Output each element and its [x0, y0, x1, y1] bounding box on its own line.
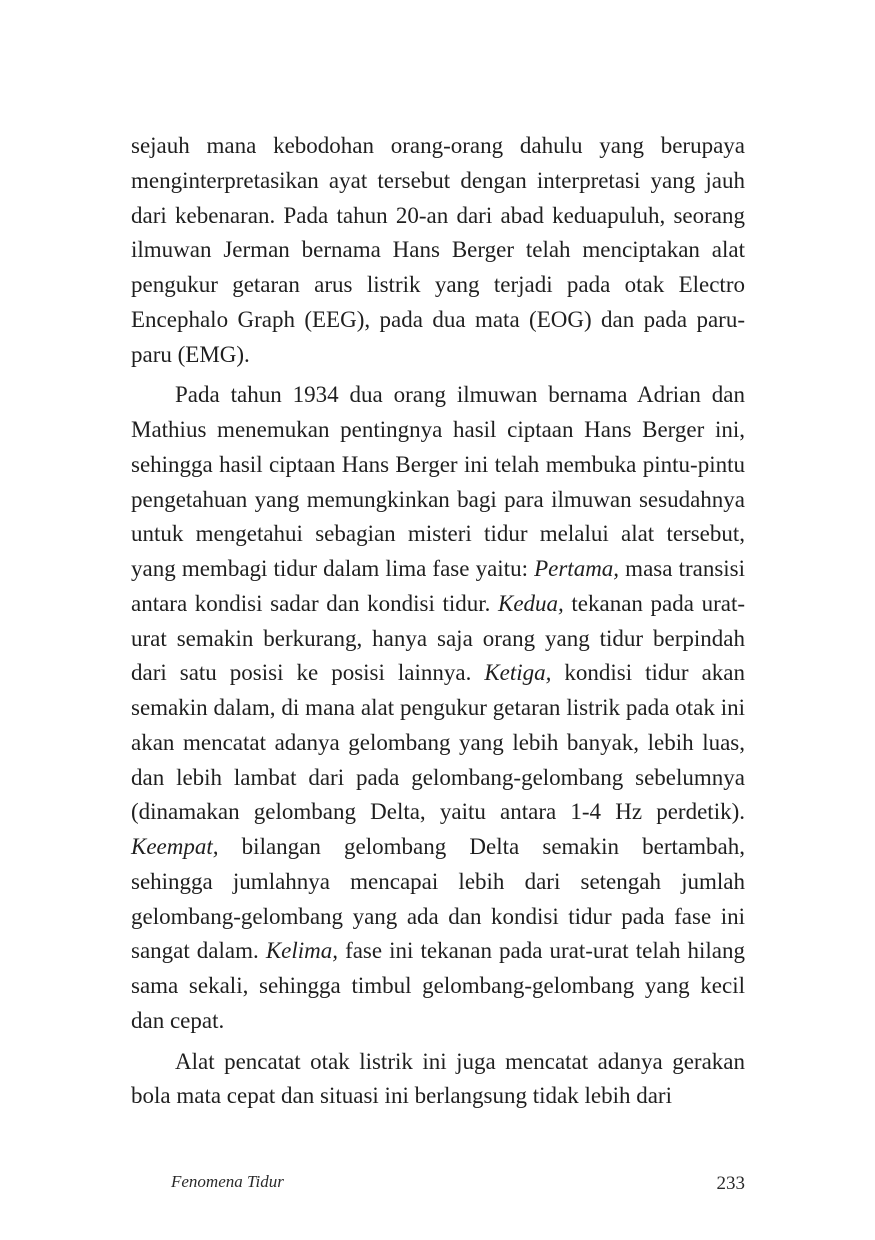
paragraph-1: sejauh mana kebodohan orang-orang dahulu yang berupaya menginterpretasikan ayat tersebut dengan interpretasi yang jauh dari kebenaran. Pada tahun 20-an dari abad keduapuluh, seorang ilmuwan Jerman bernama Hans Berger telah menciptakan alat pengukur getaran arus listrik yang terjadi pada otak Electro Encephalo Graph (EEG), pada dua mata (EOG) dan pada paru-paru (EMG).	[131, 133, 745, 367]
page-number: 233	[716, 1173, 745, 1194]
paragraph-3: Alat pencatat otak listrik ini juga mencatat adanya gerakan bola mata cepat dan situasi ini berlangsung tidak lebih dari	[131, 1048, 745, 1109]
page-body	[131, 129, 745, 1114]
phase-term-5: Kelima,	[265, 938, 339, 964]
phase-term-2: Kedua,	[497, 590, 564, 616]
running-footer-title: Fenomena Tidur	[171, 1172, 284, 1191]
phase-text-4: bilangan gelombang Delta semakin bertambah, sehingga jumlahnya mencapai lebih dari setengah jumlah gelombang-gelombang yang ada dan kondisi tidur pada fase ini sangat dalam.	[131, 834, 745, 964]
phase-text-3: kondisi tidur akan semakin dalam, di mana alat pengukur getaran listrik pada otak ini akan mencatat adanya gelombang yang lebih banyak, lebih luas, dan lebih lambat dari pada gelombang-gelombang sebelumnya (dinamakan gelombang Delta, yaitu antara 1-4 Hz perdetik).	[131, 660, 746, 825]
phase-text-5: fase ini tekanan pada urat-urat telah hilang sama sekali, sehingga timbul gelombang-gelombang yang kecil dan cepat.	[131, 938, 745, 1033]
phase-text-1: masa transisi antara kondisi sadar dan kondisi tidur.	[131, 556, 746, 616]
phase-term-4: Keempat,	[131, 834, 219, 859]
paragraph-2-intro: Pada tahun 1934 dua orang ilmuwan bernama Adrian dan Mathius menemukan pentingnya hasil ciptaan Hans Berger ini, sehingga hasil ciptaan Hans Berger ini telah membuka pintu-pintu pengetahuan yang memungkinkan bagi para ilmuwan sesudahnya untuk mengetahui sebagian misteri tidur melalui alat tersebut, yang membagi tidur dalam lima fase yaitu:	[131, 382, 745, 581]
phase-term-1: Pertama,	[534, 556, 620, 581]
phase-text-2: tekanan pada urat-urat semakin berkurang, hanya saja orang yang tidur berpindah dari satu posisi ke posisi lainnya.	[131, 590, 745, 686]
phase-term-3: Ketiga,	[484, 660, 552, 686]
paragraph-2	[131, 378, 745, 1038]
